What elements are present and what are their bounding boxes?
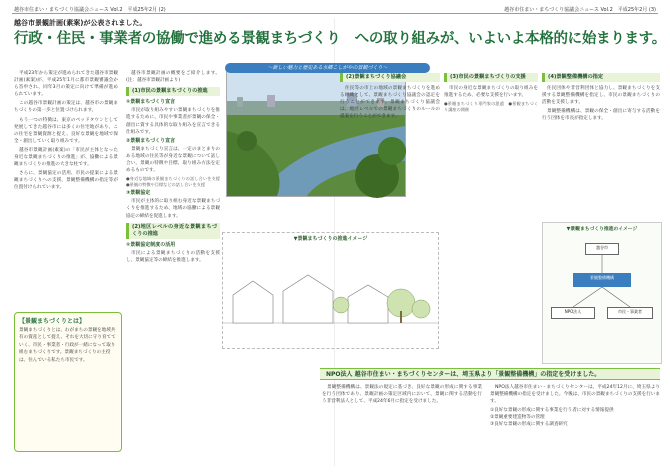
headline: 行政・住民・事業者の協働で進める景観まちづくり への取り組みが、いよいよ本格的に始まります。 [14,30,666,47]
page-header-right: 越谷市住まい・まちづくり協議会ニュース Vol.2 平成25年2月 (3) [504,7,656,13]
paragraph: 景観整備機構は、景観法の規定に基づき、良好な景観の形成に関する事業を行う団体であり、景観計画の策定区域内において、景観に関する活動を行う非営利法人として、平成24年6月に指定を受けました。 [322,385,482,405]
paragraph: さらに、景観協定の活用、市民の提案による景観まちづくりへの支援、景観整備機構の指定等が位置付けられています。 [14,171,118,191]
paragraph: もう一つの特徴は、東京のベッドタウンとして発展してきた越谷市には多くの住宅地があり、この住宅を景観資源と捉え、良好な景観を地域で保全・創出していく取り組みです。 [14,117,118,144]
kicker: 越谷市景観計画(素案)が公表されました。 [14,19,147,27]
illustration-label: ▼景観まちづくりの推進イメージ [293,236,368,242]
npo-column-right [490,384,660,468]
section-heading: (2)地区レベルの身近な景観まちづくりの推進 [126,223,220,239]
paragraph: 越谷市景観計画(素案)の「市民が主体となった身近な景観まちづくりの推進」が、協働による景観まちづくりの推進の大きな柱です。 [14,147,118,168]
paragraph: この越谷市景観計画の策定は、越谷市の景観まちづくりの第一歩と位置づけられます。 [14,101,118,114]
paragraph: 景観整備機構は、景観の保全・創出に寄与する活動を行う団体を市長が指定します。 [542,109,660,122]
subheading: ①景観協定制度の活用 [126,241,176,248]
paragraph: 景観まちづくり宣言は、一定のまとまりのある地域の住民等が身近な景観について話し合い、景観の特徴や目標、取り組み方法を定めるものです。 [126,146,220,174]
paragraph: 市民による景観まちづくりの活動を支援し、景観協定等の締結を推進します。 [126,250,220,263]
paragraph: 市民が取り組みやすい景観まちづくりを推進するために、市民や事業者が景観の保全・創出に資する具体的な取り組みを宣言できる仕組みです。 [126,108,220,135]
npo-headline: NPO法人 越谷市住まい・まちづくりセンターは、埼玉県より「景観整備機構」の指定を受けました。 [320,368,660,380]
diagram-title: ▼景観まちづくり推進のイメージ [566,227,638,232]
paragraph: 市民の身近な景観まちづくりの取り組みを推進するため、必要な支援を行います。 [444,86,538,99]
note: ●景観まちづくり専門家の派遣 ●景観まちづくり講座の開催 [444,101,538,113]
subheading: ③景観協定 [126,190,151,197]
note: ●身近な地域の景観まちづくりの話し合いを支援 ●景観の特徴や目標などの話し合いを支援 [126,176,225,188]
diagram-node-npo: NPO法人 [551,307,595,319]
box-body: 景観まちづくりとは、わがまちの景観を地域共有の資産として捉え、それを大切に守り育てていく、市民・事業者・行政が一緒になって取り組むまちづくりです。景観まちづくりの主役は、住んでいる私たち市民です。 [19,328,116,363]
subheading: ②景観まちづくり宣言 [126,137,176,144]
page-header-left: 越谷市住まい・まちづくり協議会ニュース Vol.2 平成25年2月 (2) [14,7,166,13]
paragraph: 平成23年から策定が進められてきた越谷市景観計画(素案)が、平成25年1月に都市景観審議会から答申され、同年3月の策定に向けて準備が進められています。 [14,71,118,98]
section-heading: (2)景観まちづくり協議会 [340,73,440,82]
diagram-node-org: 景観整備機構 [573,273,631,287]
diagram-node-citizens: 市民・事業者 [607,307,653,319]
diagram-node-city: 越谷市 [585,243,619,255]
list-item: ②景観重要建造物等の管理 [490,415,545,421]
section-heading: (3)市民の景観まちづくりの支援 [444,73,538,82]
section-heading: (1)市民の景観まちづくりの推進 [126,87,220,96]
column-3-top [340,70,440,230]
list-item: ①良好な景観の形成に関する事業を行う者に対する情報提供 [490,408,614,414]
paragraph: 住民等の市上の地域の景観まちづくりを進める組織として、景観まちづくり協議会の認定を行うことができます。景観まちづくり協議会は、地区レベルでの景観まちづくりのルールの提案を行うことができます。 [340,86,440,120]
column-3 [444,70,538,360]
photo-caption: ～新しい魅力と歴史ある水郷こしがやの景観づくり～ [225,63,430,73]
npo-column-left [322,384,482,468]
promotion-diagram [542,222,662,364]
paragraph: 住民団体や非営利団体と協力し、景観まちづくりを支援する景観整備機構を指定し、市民の景観まちづくりの活動を支援します。 [542,86,660,106]
what-is-box [14,312,122,452]
column-2 [126,70,225,450]
subheading: ①景観まちづくり宣言 [126,99,176,106]
header-rule [12,13,658,14]
box-title: 【景観まちづくりとは】 [19,318,85,325]
paragraph: 市民が主体的に取り組む身近な景観まちづくりを推進するため、地域の協働による景観協定の締結を促進します。 [126,199,220,219]
intro: 越谷市景観計画の概要をご紹介します。(注：越谷市景観計画より) [126,71,220,84]
townscape-illustration [222,232,439,349]
paragraph: NPO法人越谷市住まい・まちづくりセンターは、平成24年12月に、埼玉県より景観整備機構の指定を受けました。今後は、市民の景観まちづくりの支援を行います。 [490,385,660,405]
houses-sketch [223,233,438,348]
column-4 [542,70,660,218]
list-item: ③良好な景観の形成に関する調査研究 [490,422,568,428]
column-1 [14,70,118,194]
section-heading: (4)景観整備機構の指定 [542,73,660,82]
